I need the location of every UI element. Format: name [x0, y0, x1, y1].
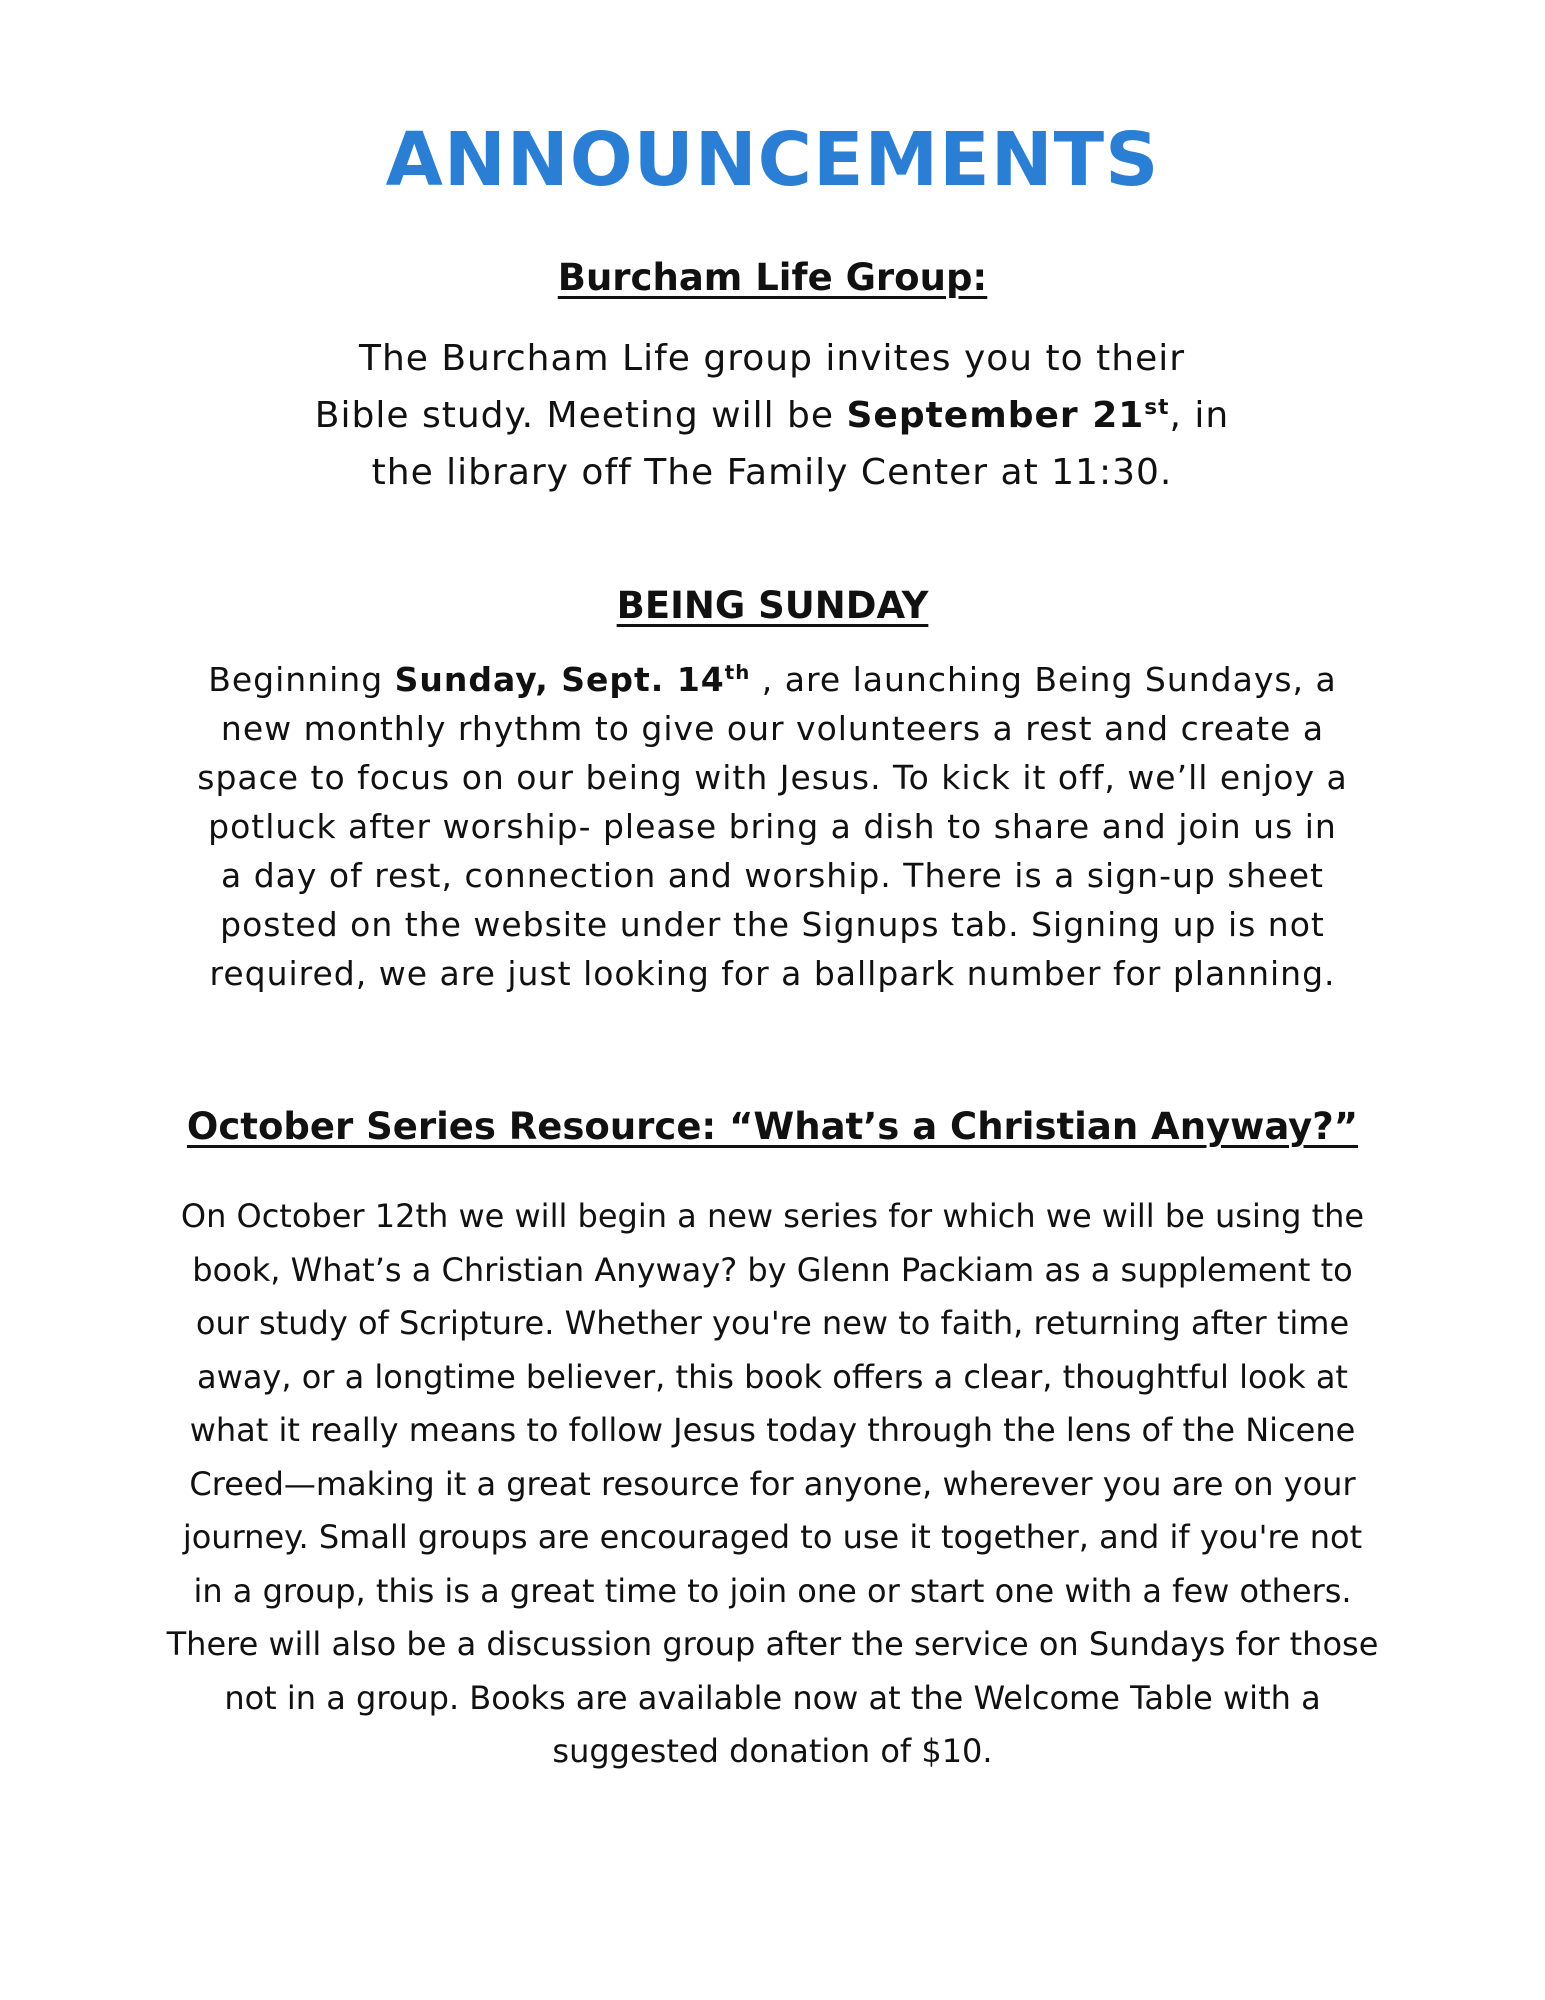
- burcham-life-group-text: [272, 330, 1272, 501]
- text-line: in a group, this is a great time to join one or start one with a few others.: [193, 1571, 1352, 1610]
- burcham-life-group-heading: Burcham Life Group:: [557, 256, 988, 299]
- october-series-heading: October Series Resource: “What’s a Christian Anyway?”: [186, 1105, 1359, 1148]
- meeting-date: September 21: [846, 395, 1145, 436]
- being-sunday-heading: BEING SUNDAY: [616, 584, 929, 627]
- start-date: Sunday, Sept. 14: [394, 660, 725, 699]
- being-sunday-text: [130, 655, 1415, 998]
- text-line: On October 12th we will begin a new series for which we will be using the: [180, 1197, 1365, 1235]
- text-line: journey. Small groups are encouraged to use it together, and if you're not: [182, 1518, 1363, 1556]
- text-line: new monthly rhythm to give our volunteers a rest and create a: [220, 709, 1325, 748]
- text-line: [130, 655, 1415, 704]
- text-line: [272, 387, 1272, 444]
- text-fragment: Beginning: [208, 660, 395, 699]
- page-title: ANNOUNCEMENTS: [385, 117, 1160, 203]
- text-fragment: , in: [1169, 395, 1230, 436]
- text-line: a day of rest, connection and worship. There is a sign-up sheet: [221, 856, 1324, 895]
- text-line: suggested donation of $10.: [552, 1732, 993, 1770]
- text-line: potluck after worship- please bring a dish to share and join us in: [208, 807, 1337, 846]
- text-line: the library off The Family Center at 11:30.: [371, 452, 1173, 493]
- text-line: what it really means to follow Jesus today through the lens of the Nicene: [189, 1411, 1356, 1449]
- text-line: not in a group. Books are available now at the Welcome Table with a: [224, 1678, 1321, 1717]
- text-line: required, we are just looking for a ballpark number for planning.: [209, 954, 1336, 993]
- date-suffix: th: [724, 661, 751, 684]
- text-line: away, or a longtime believer, this book offers a clear, thoughtful look at: [197, 1357, 1348, 1396]
- text-line: book, What’s a Christian Anyway? by Glenn Packiam as a supplement to: [192, 1250, 1353, 1289]
- date-suffix: st: [1144, 395, 1170, 420]
- text-line: our study of Scripture. Whether you're new to faith, returning after time: [195, 1304, 1350, 1342]
- text-line: Creed—making it a great resource for anyone, wherever you are on your: [189, 1464, 1356, 1503]
- october-series-text: [90, 1190, 1455, 1779]
- text-line: posted on the website under the Signups tab. Signing up is not: [220, 905, 1325, 944]
- text-fragment: Bible study. Meeting will be: [314, 395, 847, 436]
- text-line: There will also be a discussion group after the service on Sundays for those: [166, 1625, 1379, 1663]
- text-line: space to focus on our being with Jesus. To kick it off, we’ll enjoy a: [197, 758, 1348, 797]
- text-fragment: , are launching Being Sundays, a: [750, 660, 1337, 699]
- text-line: The Burcham Life group invites you to their: [358, 338, 1186, 379]
